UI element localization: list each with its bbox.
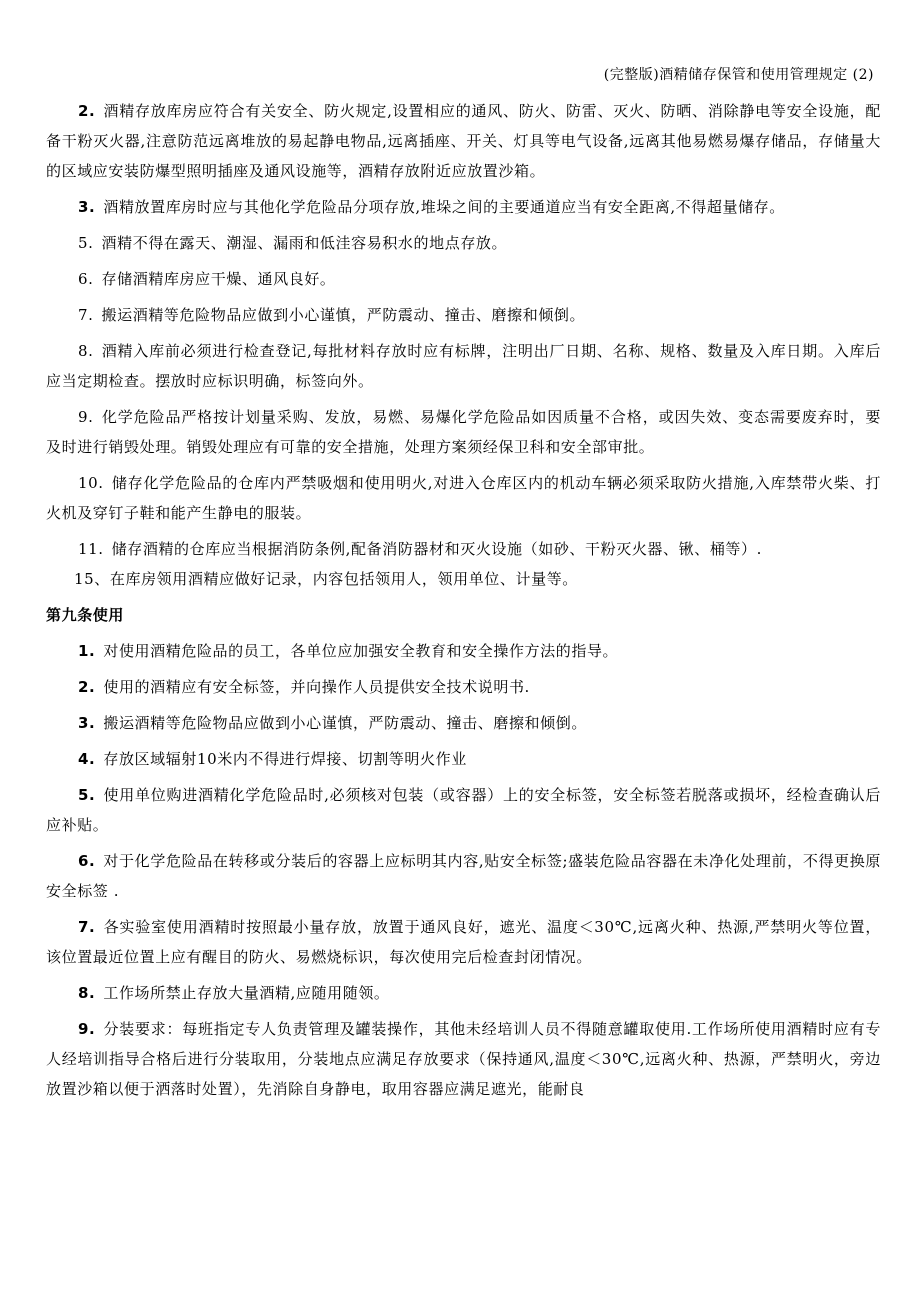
- item-text: 酒精存放库房应符合有关安全、防火规定,设置相应的通风、防火、防雷、灭火、防晒、消除静电等安全设施，配备干粉灭火器,注意防范远离堆放的易起静电物品,远离插座、开关、灯具等电气设备,远离其他易燃易爆存储品，存储量大的区域应安装防爆型照明插座及通风设施等，酒精存放附近应放置沙箱。: [46, 102, 881, 180]
- item-number: 3.: [78, 714, 96, 732]
- storage-item-5: [46, 228, 881, 258]
- item-number: 9.: [78, 1020, 96, 1038]
- item-text: 使用的酒精应有安全标签，并向操作人员提供安全技术说明书.: [103, 678, 530, 696]
- item-number: 1.: [78, 642, 96, 660]
- item-text: 搬运酒精等危险物品应做到小心谨慎，严防震动、撞击、磨擦和倾倒。: [101, 306, 586, 324]
- item-number: 6.: [78, 270, 94, 288]
- storage-item-10: [46, 468, 881, 528]
- item-text: 储存酒精的仓库应当根据消防条例,配备消防器材和灭火设施（如砂、干粉灭火器、锹、桶等）.: [111, 540, 762, 558]
- item-number: 11.: [78, 540, 104, 558]
- item-number: 7.: [78, 306, 94, 324]
- item-text: 酒精不得在露天、潮湿、漏雨和低洼容易积水的地点存放。: [101, 234, 508, 252]
- usage-item-7: [46, 912, 881, 972]
- usage-item-6: [46, 846, 881, 906]
- item-text: 存储酒精库房应干燥、通风良好。: [101, 270, 336, 288]
- storage-item-11: [46, 534, 881, 564]
- item-text: 使用单位购进酒精化学危险品时,必须核对包装（或容器）上的安全标签，安全标签若脱落或损坏，经检查确认后应补贴。: [46, 786, 881, 834]
- storage-item-8: [46, 336, 881, 396]
- item-number: 5.: [78, 234, 94, 252]
- item-text: 酒精入库前必须进行检查登记,每批材料存放时应有标牌，注明出厂日期、名称、规格、数量及入库日期。入库后应当定期检查。摆放时应标识明确，标签向外。: [46, 342, 881, 390]
- usage-item-3: [46, 708, 881, 738]
- item-text: 对于化学危险品在转移或分装后的容器上应标明其内容,贴安全标签;盛装危险品容器在未净化处理前，不得更换原安全标签 .: [46, 852, 881, 900]
- document-body: [46, 96, 881, 1104]
- item-number: 2.: [78, 102, 96, 120]
- item-text: 各实验室使用酒精时按照最小量存放，放置于通风良好，遮光、温度＜30℃,远离火种、热源,严禁明火等位置，该位置最近位置上应有醒目的防火、易燃烧标识，每次使用完后检查封闭情况。: [46, 918, 881, 966]
- item-number: 8.: [78, 342, 94, 360]
- item-text: 工作场所禁止存放大量酒精,应随用随领。: [103, 984, 390, 1002]
- item-text: 存放区域辐射10米内不得进行焊接、切割等明火作业: [103, 750, 467, 768]
- usage-item-1: [46, 636, 881, 666]
- item-text: 储存化学危险品的仓库内严禁吸烟和使用明火,对进入仓库区内的机动车辆必须采取防火措施,入库禁带火柴、打火机及穿钉子鞋和能产生静电的服装。: [46, 474, 881, 522]
- item-number: 2.: [78, 678, 96, 696]
- usage-item-4: [46, 744, 881, 774]
- item-number: 5.: [78, 786, 96, 804]
- item-text: 搬运酒精等危险物品应做到小心谨慎，严防震动、撞击、磨擦和倾倒。: [103, 714, 587, 732]
- item-text: 对使用酒精危险品的员工，各单位应加强安全教育和安全操作方法的指导。: [103, 642, 619, 660]
- item-number: 8.: [78, 984, 96, 1002]
- usage-item-5: [46, 780, 881, 840]
- storage-item-9: [46, 402, 881, 462]
- storage-item-2: [46, 96, 881, 186]
- item-text: 化学危险品严格按计划量采购、发放，易燃、易爆化学危险品如因质量不合格，或因失效、变态需要废弃时，要及时进行销毁处理。销毁处理应有可靠的安全措施，处理方案须经保卫科和安全部审批。: [46, 408, 881, 456]
- item-number: 7.: [78, 918, 96, 936]
- item-number: 6.: [78, 852, 96, 870]
- section-heading: 第九条使用: [46, 606, 125, 624]
- item-number: 4.: [78, 750, 96, 768]
- item-number: 9.: [78, 408, 94, 426]
- usage-item-9: [46, 1014, 881, 1104]
- storage-item-6: [46, 264, 881, 294]
- usage-item-8: [46, 978, 881, 1008]
- item-number: 3.: [78, 198, 96, 216]
- storage-item-15: [46, 564, 881, 594]
- storage-item-3: [46, 192, 881, 222]
- item-number: 10.: [78, 474, 104, 492]
- item-text: 15、在库房领用酒精应做好记录，内容包括领用人，领用单位、计量等。: [74, 570, 578, 588]
- document-header: (完整版)酒精储存保管和使用管理规定 (2): [603, 67, 874, 83]
- usage-item-2: [46, 672, 881, 702]
- storage-item-7: [46, 300, 881, 330]
- item-text: 酒精放置库房时应与其他化学危险品分项存放,堆垛之间的主要通道应当有安全距离,不得超量储存。: [103, 198, 785, 216]
- item-text: 分装要求：每班指定专人负责管理及罐装操作，其他未经培训人员不得随意罐取使用.工作场所使用酒精时应有专人经培训指导合格后进行分装取用，分装地点应满足存放要求（保持通风,温度＜30℃,远离火种、热源，严禁明火，旁边放置沙箱以便于洒落时处置），先消除自身静电，取用容器应满足遮光，能耐良: [46, 1020, 881, 1098]
